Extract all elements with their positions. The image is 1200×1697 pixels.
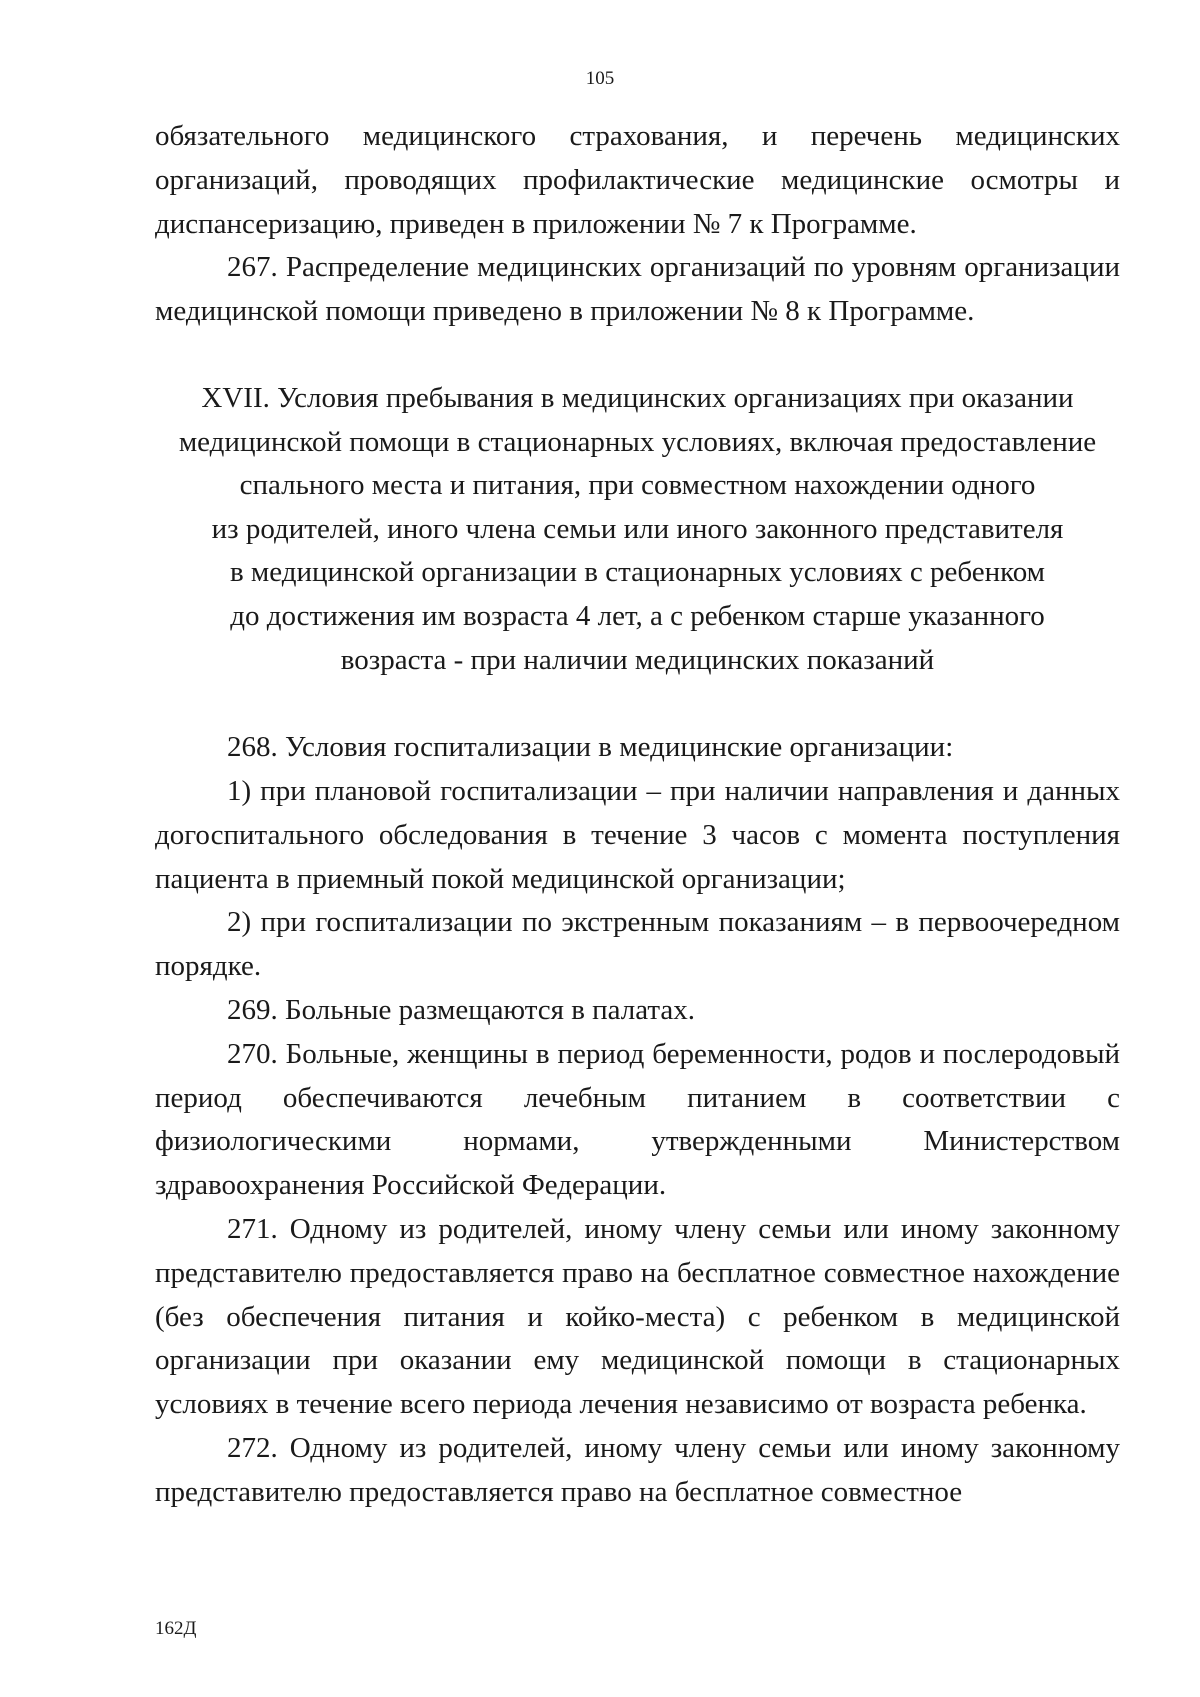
document-body	[155, 115, 1120, 1514]
heading-line: медицинской помощи в стационарных условиях, включая предоставление	[178, 425, 1097, 458]
paragraph-268: 268. Условия госпитализации в медицинские организации:	[227, 731, 954, 764]
heading-line: XVII. Условия пребывания в медицинских организациях при оказании	[201, 381, 1074, 414]
paragraph-268-item-1: 1) при плановой госпитализации – при наличии направления и данных догоспитального обследования в течение 3 часов с момента поступления пациента в приемный покой медицинской организации;	[155, 774, 1120, 895]
paragraph-269: 269. Больные размещаются в палатах.	[227, 993, 696, 1026]
paragraph-continuation: обязательного медицинского страхования, и перечень медицинских организаций, проводящих профилактические медицинские осмотры и диспансеризацию, приведен в приложении № 7 к Программе.	[155, 120, 1120, 240]
section-heading	[155, 377, 1120, 682]
heading-line: спального места и питания, при совместном нахождении одного	[239, 469, 1036, 502]
heading-line: до достижения им возраста 4 лет, а с ребенком старше указанного	[230, 599, 1045, 632]
heading-line: из родителей, иного члена семьи или иного законного представителя	[211, 512, 1064, 545]
paragraph-270: 270. Больные, женщины в период беременности, родов и послеродовый период обеспечиваются лечебным питанием в соответствии с физиологическими нормами, утвержденными Министерством здравоохранения Российской Федерации.	[155, 1037, 1120, 1202]
paragraph-268-item-2: 2) при госпитализации по экстренным показаниям – в первоочередном порядке.	[155, 906, 1120, 983]
heading-line: возраста - при наличии медицинских показаний	[340, 643, 935, 676]
paragraph-271: 271. Одному из родителей, иному члену семьи или иному законному представителю предоставляется право на бесплатное совместное нахождение (без обеспечения питания и койко-места) с ребенком в медицинской организации при оказании ему медицинской помощи в стационарных условиях в течение всего периода лечения независимо от возраста ребенка.	[155, 1212, 1120, 1421]
page-number: 105	[585, 68, 615, 89]
paragraph-267: 267. Распределение медицинских организаций по уровням организации медицинской помощи приведено в приложении № 8 к Программе.	[155, 251, 1120, 328]
heading-line: в медицинской организации в стационарных условиях с ребенком	[229, 556, 1046, 589]
footer-document-code: 162Д	[155, 1618, 197, 1639]
paragraph-272: 272. Одному из родителей, иному члену семьи или иному законному представителю предоставляется право на бесплатное совместное	[155, 1431, 1120, 1508]
